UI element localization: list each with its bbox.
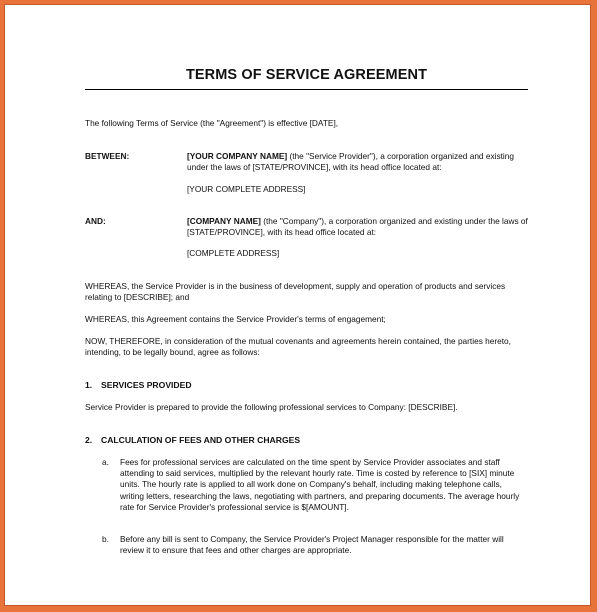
section-1-number: 1.	[85, 380, 93, 390]
and-label: AND:	[85, 216, 106, 226]
title-rule	[85, 89, 528, 90]
section-1-body: Service Provider is prepared to provide the following professional services to Company: [DESCRIBE].	[85, 402, 458, 412]
document-page	[5, 5, 590, 605]
between-party	[187, 151, 532, 173]
and-party	[187, 216, 532, 238]
between-address: [YOUR COMPLETE ADDRESS]	[187, 184, 306, 194]
section-2-title: CALCULATION OF FEES AND OTHER CHARGES	[101, 435, 301, 445]
whereas-paragraph-2: WHEREAS, this Agreement contains the Service Provider's terms of engagement;	[85, 314, 386, 324]
section-2-number: 2.	[85, 435, 93, 445]
page-frame	[4, 4, 591, 606]
list-item-a: Fees for professional services are calculated on the time spent by Service Provider associates and staff attending to said services, multiplied by the relevant hourly rate. Time is costed by reference to [SIX] minute units. The hourly rate is applied to all work done on Company's behalf, including making telephone calls, writing letters, researching the laws, negotiating with partners, and preparing documents. The average hourly rate for Service Provider's professional service is $[AMOUNT].	[120, 457, 520, 512]
section-1-heading	[85, 380, 192, 390]
document-title: TERMS OF SERVICE AGREEMENT	[185, 67, 428, 83]
between-party-name: [YOUR COMPANY NAME]	[187, 151, 288, 161]
between-label: BETWEEN:	[85, 151, 130, 161]
section-1-title: SERVICES PROVIDED	[101, 380, 192, 390]
section-2-heading	[85, 435, 300, 445]
list-item-marker-a: a.	[102, 457, 109, 467]
now-therefore-paragraph: NOW, THEREFORE, in consideration of the mutual covenants and agreements herein contained, the parties hereto, intending, to be legally bound, agree as follows:	[85, 336, 511, 358]
and-address: [COMPLETE ADDRESS]	[187, 248, 280, 258]
and-party-desc: (the "Company"), a corporation organized and existing under the laws of [STATE/PROVINCE], with its head office located at:	[187, 216, 528, 238]
whereas-paragraph-1: WHEREAS, the Service Provider is in the business of development, supply and operation of products and services relating to [DESCRIBE]; and	[85, 281, 506, 303]
list-item-b: Before any bill is sent to Company, the Service Provider's Project Manager responsible for the matter will review it to ensure that fees and other charges are appropriate.	[120, 534, 504, 556]
intro-paragraph: The following Terms of Service (the "Agreement") is effective [DATE],	[85, 118, 339, 128]
and-party-name: [COMPANY NAME]	[187, 216, 261, 226]
between-party-desc: (the "Service Provider"), a corporation organized and existing under the laws of [STATE/PROVINCE], with its head office located at:	[187, 151, 514, 173]
list-item-marker-b: b.	[102, 534, 109, 544]
